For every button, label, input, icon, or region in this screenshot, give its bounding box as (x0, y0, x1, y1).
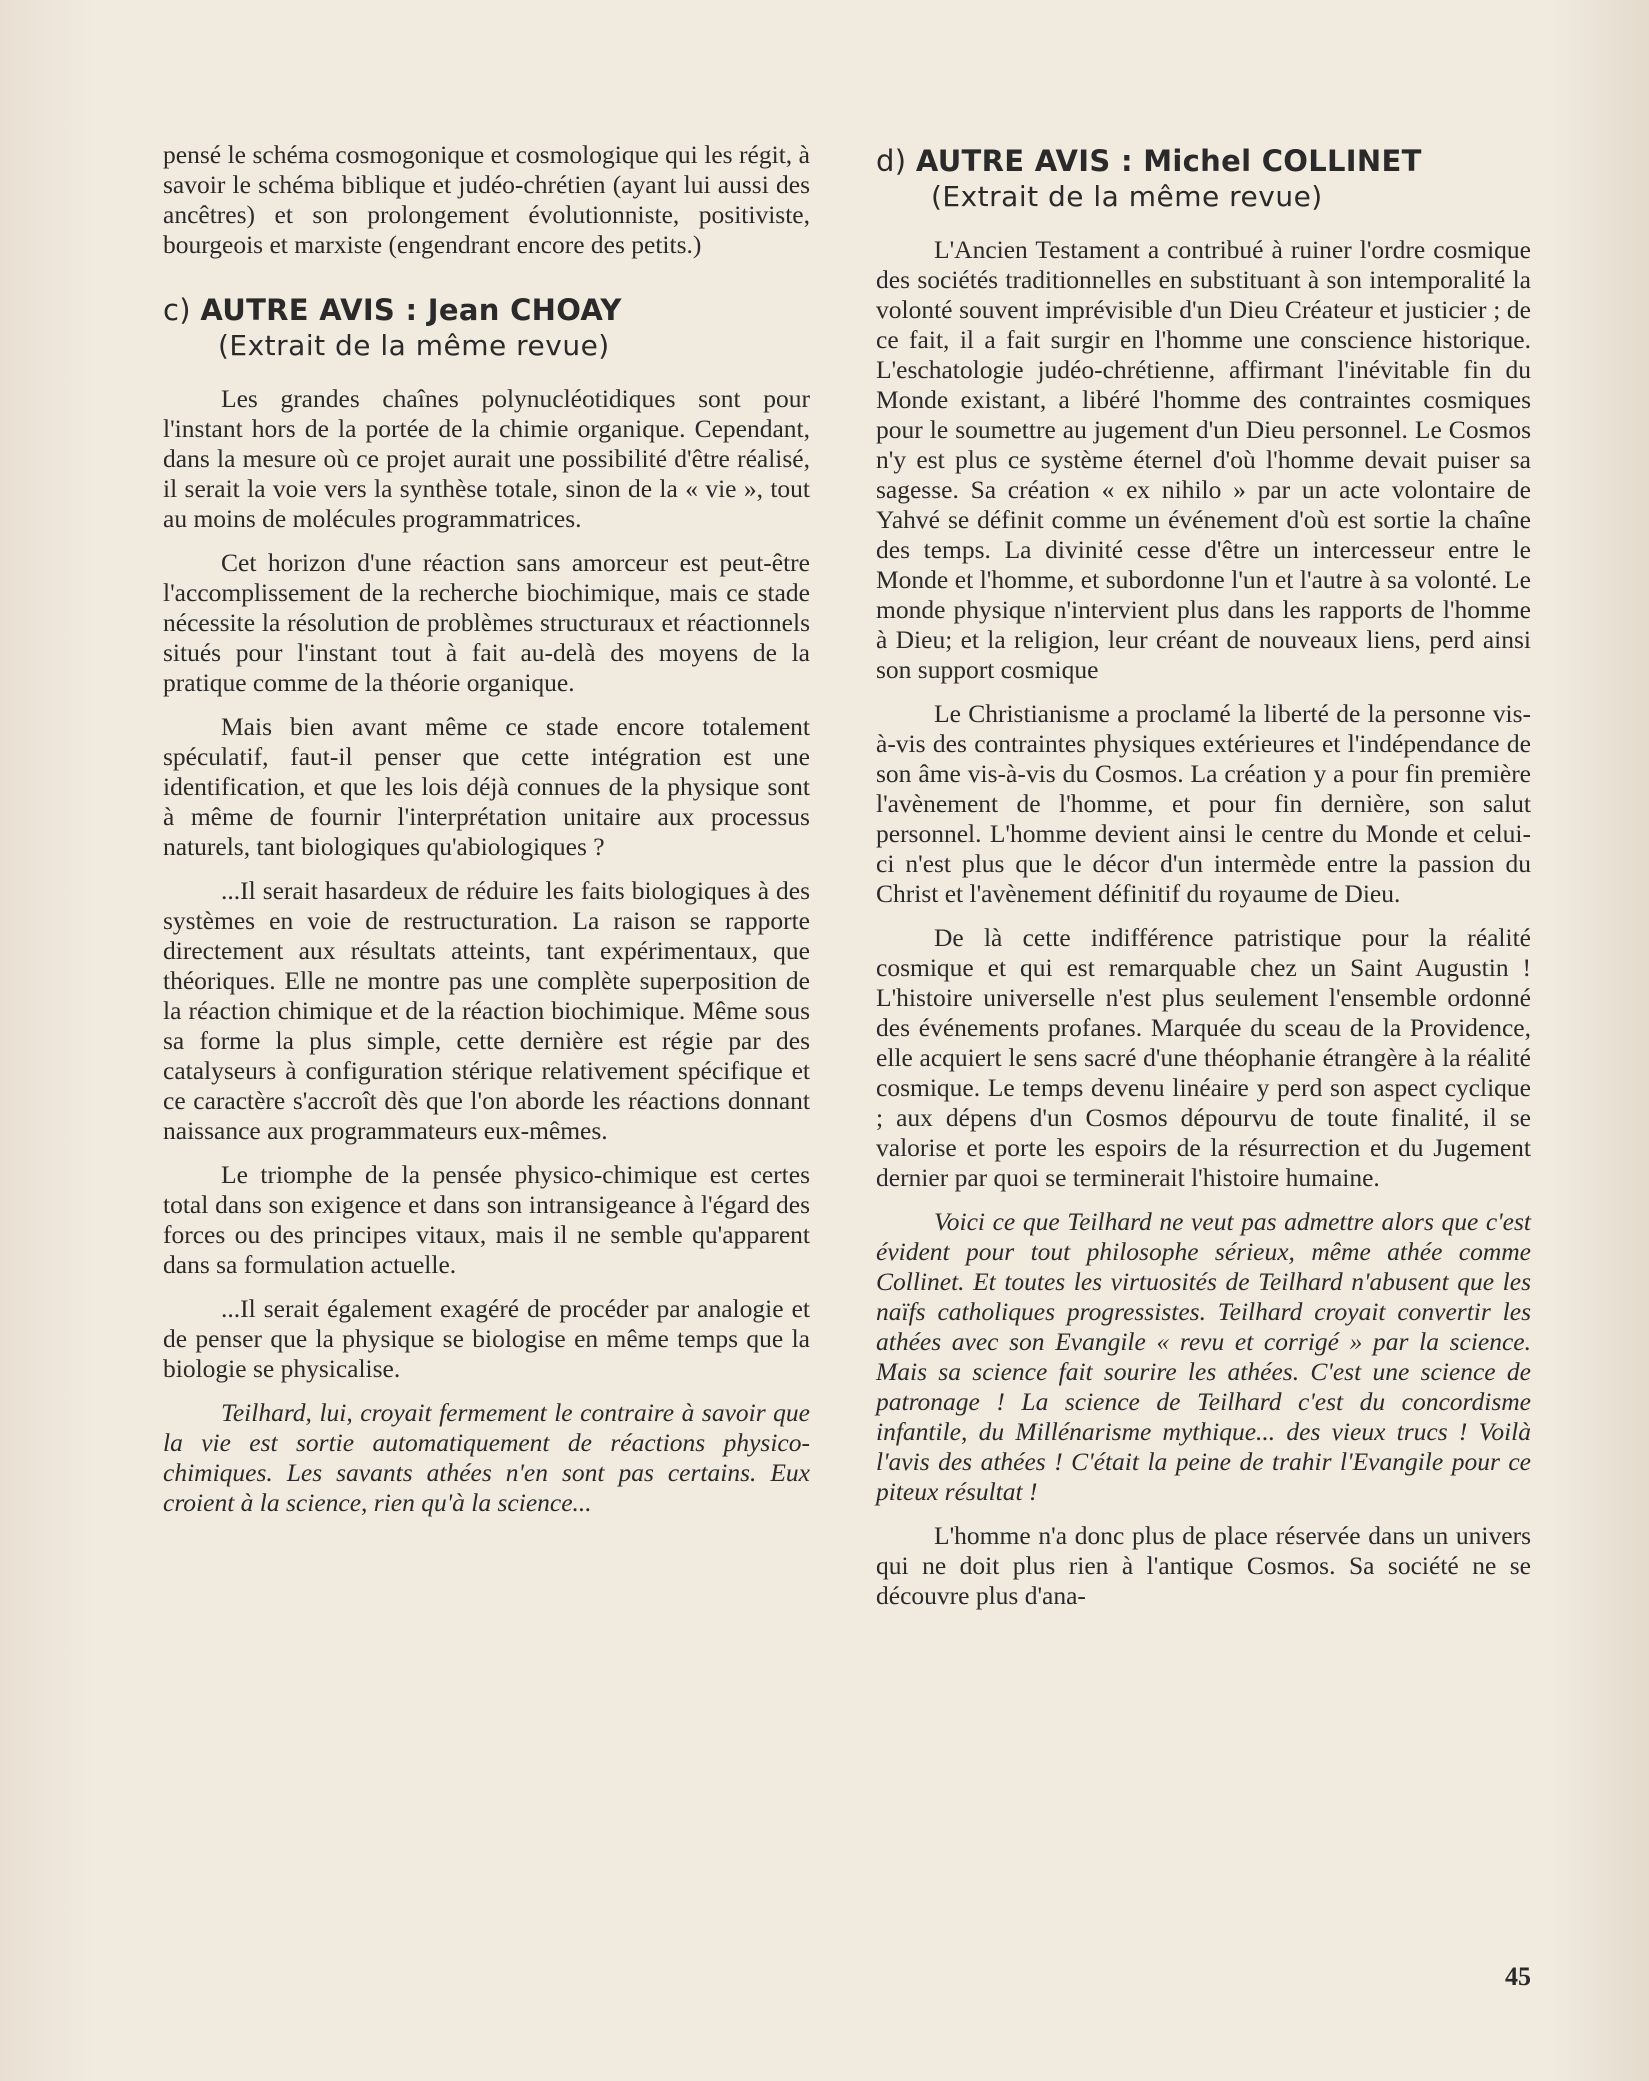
left-paragraph-3: Mais bien avant même ce stade encore totalement spéculatif, faut-il penser que cette intégration est une identification, et que les lois déjà connues de la physique sont à même de fournir l'interprétation unitaire aux processus naturels, tant biologiques qu'abiologiques ? (163, 712, 810, 861)
section-c-heading (163, 292, 810, 328)
left-paragraph-2: Cet horizon d'une réaction sans amorceur est peut-être l'accomplissement de la recherche biochimique, mais ce stade nécessite la résolution de problèmes structuraux et réactionnels situés pour l'instant tout à fait au-delà des moyens de la pratique comme de la théorie organique. (163, 548, 810, 697)
section-c-subtitle: (Extrait de la même revue) (218, 329, 610, 362)
right-paragraph-2: Le Christianisme a proclamé la liberté de la personne vis-à-vis des contraintes physiques extérieures et l'indépendance de son âme vis-à-vis du Cosmos. La création y a pour fin première l'avènement de l'homme, et pour fin dernière, son salut personnel. L'homme devient ainsi le centre du Monde et celui-ci n'est plus que le décor d'un intermède entre la passion du Christ et l'avènement définitif du royaume de Dieu. (876, 699, 1531, 908)
right-italic-comment: Voici ce que Teilhard ne veut pas admettre alors que c'est évident pour tout philosophe sérieux, même athée comme Collinet. Et toutes les virtuosités de Teilhard n'abusent que les naïfs catholiques progressistes. Teilhard croyait convertir les athées avec son Evangile « revu et corrigé » par la science. Mais sa science fait sourire les athées. C'est une science de patronage ! La science de Teilhard c'est du concordisme infantile, du Millénarisme mythique... des vieux trucs ! Voilà l'avis des athées ! C'était la peine de trahir l'Evangile pour ce piteux résultat ! (876, 1207, 1531, 1506)
right-column (876, 143, 1531, 1625)
left-paragraph-4: ...Il serait hasardeux de réduire les faits biologiques à des systèmes en voie de restructuration. La raison se rapporte directement aux résultats atteints, tant expérimentaux, que théoriques. Elle ne montre pas une complète superposition de la réaction chimique et de la réaction biochimique. Même sous sa forme la plus simple, cette dernière est régie par des catalyseurs à configuration stérique relativement spécifique et ce caractère s'accroît dès que l'on aborde les réactions donnant naissance aux programmateurs eux-mêmes. (163, 876, 810, 1145)
left-paragraph-1: Les grandes chaînes polynucléotidiques sont pour l'instant hors de la portée de la chimie organique. Cependant, dans la mesure où ce projet aurait une possibilité d'être réalisé, il serait la voie vers la synthèse totale, sinon de la « vie », tout au moins de molécules programmatrices. (163, 384, 810, 533)
intro-paragraph: pensé le schéma cosmogonique et cosmologique qui les régit, à savoir le schéma biblique et judéo-chrétien (ayant lui aussi des ancêtres) et son prolongement évolutionniste, positiviste, bourgeois et marxiste (engendrant encore des petits.) (163, 140, 810, 259)
section-c-title: AUTRE AVIS : Jean CHOAY (200, 293, 622, 327)
page-number: 45 (1505, 1962, 1531, 1991)
section-d-subtitle: (Extrait de la même revue) (931, 180, 1323, 213)
section-d-title: AUTRE AVIS : Michel COLLINET (915, 144, 1422, 178)
right-paragraph-1: L'Ancien Testament a contribué à ruiner l'ordre cosmique des sociétés traditionnelles en substituant à son intemporalité la volonté souvent imprévisible d'un Dieu Créateur et justicier ; de ce fait, il a fait surgir en l'homme une conscience historique. L'eschatologie judéo-chrétienne, affirmant l'inévitable fin du Monde existant, a libéré l'homme des contraintes cosmiques pour le soumettre au jugement d'un Dieu personnel. Le Cosmos n'y est plus ce système éternel d'où l'homme devait puiser sa sagesse. Sa création « ex nihilo » par un acte volontaire de Yahvé se définit comme un événement d'où est sortie la chaîne des temps. La divinité cesse d'être un intercesseur entre le Monde et l'homme, et subordonne l'un et l'autre à sa volonté. Le monde physique n'intervient plus dans les rapports de l'homme à Dieu; et la religion, leur créant de nouveaux liens, perd ainsi son support cosmique (876, 235, 1531, 684)
left-paragraph-5: Le triomphe de la pensée physico-chimique est certes total dans son exigence et dans son intransigeance à l'égard des forces ou des principes vitaux, mais il ne semble qu'apparent dans sa formulation actuelle. (163, 1160, 810, 1279)
right-closing-paragraph: L'homme n'a donc plus de place réservée dans un univers qui ne doit plus rien à l'antique Cosmos. Sa société ne se découvre plus d'ana- (876, 1521, 1531, 1610)
section-c-letter: c) (163, 293, 191, 327)
right-paragraph-3: De là cette indifférence patristique pour la réalité cosmique et qui est remarquable chez un Saint Augustin ! L'histoire universelle n'est plus seulement l'ensemble ordonné des événements profanes. Marquée du sceau de la Providence, elle acquiert le sens sacré d'une théophanie étrangère à la réalité cosmique. Le temps devenu linéaire y perd son aspect cyclique ; aux dépens d'un Cosmos dépourvu de toute finalité, il se valorise et porte les espoirs de la résurrection et du Jugement dernier par quoi se terminerait l'histoire humaine. (876, 923, 1531, 1192)
section-d-letter: d) (876, 144, 907, 178)
left-column (163, 140, 810, 1532)
left-italic-comment: Teilhard, lui, croyait fermement le contraire à savoir que la vie est sortie automatiquement de réactions physico-chimiques. Les savants athées n'en sont pas certains. Eux croient à la science, rien qu'à la science... (163, 1398, 810, 1517)
section-d-heading (876, 143, 1531, 179)
left-paragraph-6: ...Il serait également exagéré de procéder par analogie et de penser que la physique se biologise en même temps que la biologie se physicalise. (163, 1294, 810, 1383)
